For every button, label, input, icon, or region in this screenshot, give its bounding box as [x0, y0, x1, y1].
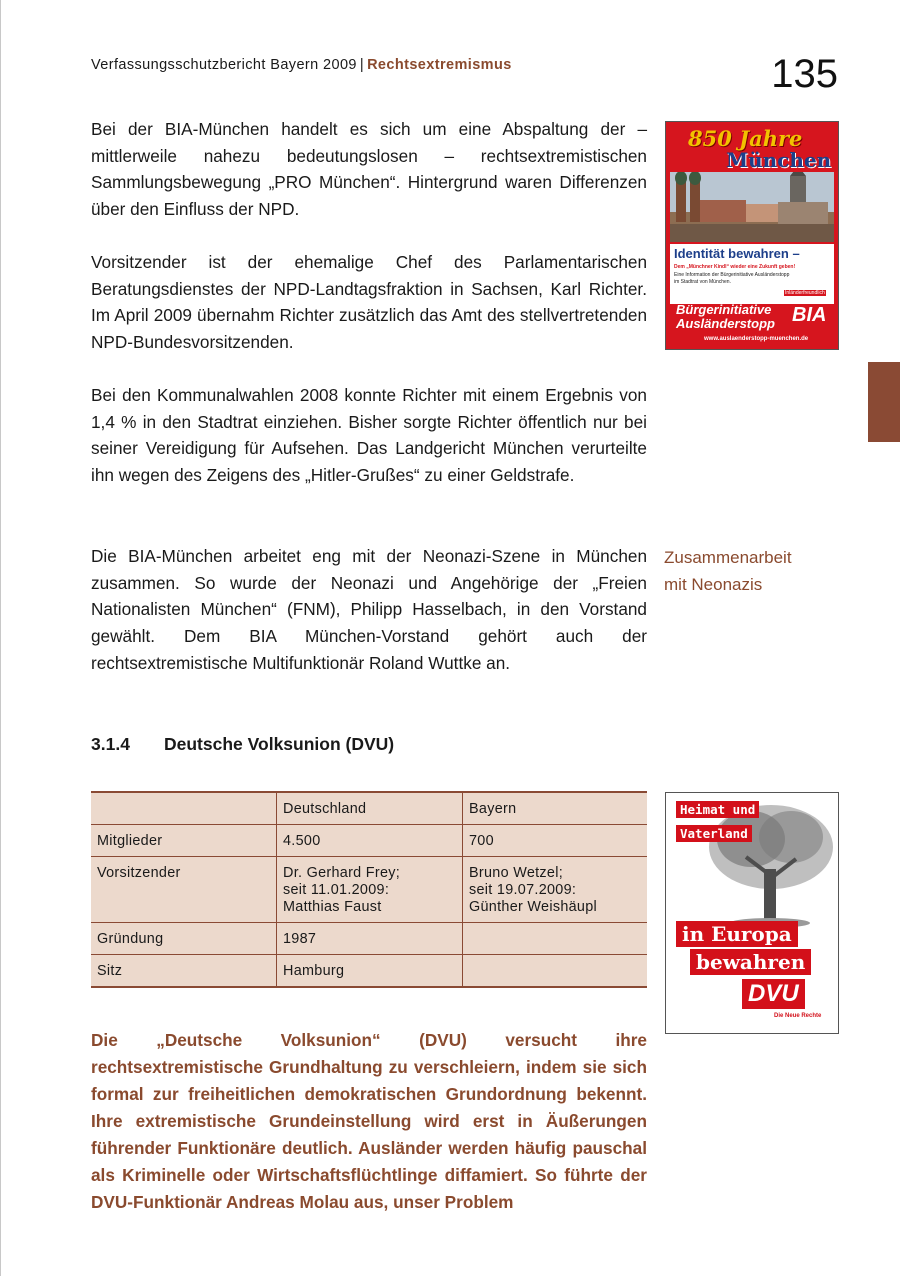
paragraph-bia-split: Bei der BIA-München handelt es sich um eine Abspaltung der – mittlerweile nahezu bedeutungslosen – rechtsextremistischen Sammlungsbewegung „PRO München“. Hintergrund waren Differenzen über den Einfluss der NPD.: [91, 119, 647, 220]
table-cell: Mitglieder: [91, 825, 277, 857]
running-header: [91, 57, 512, 73]
table-row: [91, 857, 647, 923]
munich-cityscape-photo: [670, 172, 834, 242]
dvu-tagline: Die Neue Rechte: [774, 1013, 822, 1019]
poster-org-line-2: Ausländerstopp: [676, 316, 775, 331]
poster-small-text-2: Eine Information der Bürgerinitiative Ausländerstopp: [674, 272, 790, 278]
section-name: Rechtsextremismus: [367, 57, 512, 73]
table-cell: 700: [463, 825, 648, 857]
paragraph-elections: Bei den Kommunalwahlen 2008 konnte Richter mit einem Ergebnis von 1,4 % in den Stadtrat einziehen. Bisher sorgte Richter öffentlich nur bei seiner Vereidigung für Aufsehen. Das Landgericht München verurteilte ihn wegen des Zeigens des „Hitler-Grußes“ zu einer Geldstrafe.: [91, 385, 647, 486]
dvu-facts-table: [91, 791, 647, 988]
table-cell: [463, 923, 648, 955]
table-header-cell: [91, 792, 277, 825]
table-cell: Hamburg: [277, 955, 463, 988]
chapter-tab-marker: [868, 362, 900, 442]
table-cell: [463, 955, 648, 988]
table-cell: Dr. Gerhard Frey; seit 11.01.2009: Matthias Faust: [277, 857, 463, 923]
table-row: [91, 955, 647, 988]
table-header-cell: Bayern: [463, 792, 648, 825]
table-cell: Bruno Wetzel; seit 19.07.2009: Günther Weishäupl: [463, 857, 648, 923]
bia-poster-image: [665, 121, 839, 350]
margin-note-line-1: Zusammenarbeit: [664, 548, 792, 567]
poster-small-text-3: im Stadtrat von München.: [674, 279, 731, 285]
poster-small-text-1: Dem „Münchner Kindl“ wieder eine Zukunft geben!: [674, 264, 796, 270]
oak-tree-illustration: [696, 799, 836, 929]
poster-line-2: Vaterland: [676, 825, 752, 842]
poster-title-line-1: 850 Jahre: [688, 126, 803, 151]
dvu-logo: DVU: [742, 979, 805, 1009]
table-row: [91, 923, 647, 955]
section-heading: [91, 734, 394, 755]
poster-org-abbr: BIA: [792, 304, 827, 326]
table-header-cell: Deutschland: [277, 792, 463, 825]
page-edge-rule: [0, 0, 1, 1276]
page-number: 135: [771, 52, 838, 96]
section-number: 3.1.4: [91, 734, 130, 754]
poster-line-1: Heimat und: [676, 801, 759, 818]
poster-url: www.auslaenderstopp-muenchen.de: [704, 336, 809, 342]
dvu-summary-paragraph: Die „Deutsche Volksunion“ (DVU) versucht ihre rechtsextremistische Grundhaltung zu verschleiern, indem sie sich formal zur freiheitlichen demokratischen Grundordnung bekennt. Ihre extremistische Grundeinstellung wird erst in Äußerungen führender Funktionäre deutlich. Ausländer werden häufig pauschal als Kriminelle oder Wirtschaftsflüchtlinge diffamiert. So führte der DVU-Funktionär Andreas Molau aus, unser Problem: [91, 1030, 647, 1212]
report-title: Verfassungsschutzbericht Bayern 2009: [91, 57, 357, 73]
table-cell: Sitz: [91, 955, 277, 988]
table-cell: Gründung: [91, 923, 277, 955]
table-cell: Vorsitzender: [91, 857, 277, 923]
poster-line-4: bewahren: [690, 949, 811, 975]
poster-line-3: in Europa: [676, 921, 798, 947]
poster-title-line-2: München: [726, 148, 832, 172]
margin-note: [664, 544, 864, 598]
table-header-row: [91, 792, 647, 825]
header-separator: |: [359, 57, 365, 73]
dvu-poster-image: [665, 792, 839, 1034]
table-row: [91, 825, 647, 857]
paragraph-chairman: Vorsitzender ist der ehemalige Chef des Parlamentarischen Beratungsdienstes der NPD-Landtagsfraktion in Sachsen, Karl Richter. Im April 2009 übernahm Richter zusätzlich das Amt des stellvertretenden NPD-Bundesvorsitzenden.: [91, 252, 647, 353]
table-cell: 1987: [277, 923, 463, 955]
poster-badge: Inländerfreundlich: [785, 290, 825, 296]
poster-slogan: Identität bewahren –: [674, 246, 800, 261]
margin-note-line-2: mit Neonazis: [664, 575, 763, 594]
poster-org-line-1: Bürgerinitiative: [676, 302, 772, 317]
paragraph-neonazi-cooperation: Die BIA-München arbeitet eng mit der Neonazi-Szene in München zusammen. So wurde der Neonazi und Angehörige der „Freien Nationalisten München“ (FNM), Philipp Hasselbach, in den Vorstand gewählt. Dem BIA München-Vorstand gehört auch der rechtsextremistische Multifunktionär Roland Wuttke an.: [91, 546, 647, 673]
table-cell: 4.500: [277, 825, 463, 857]
section-title: Deutsche Volksunion (DVU): [164, 734, 395, 754]
